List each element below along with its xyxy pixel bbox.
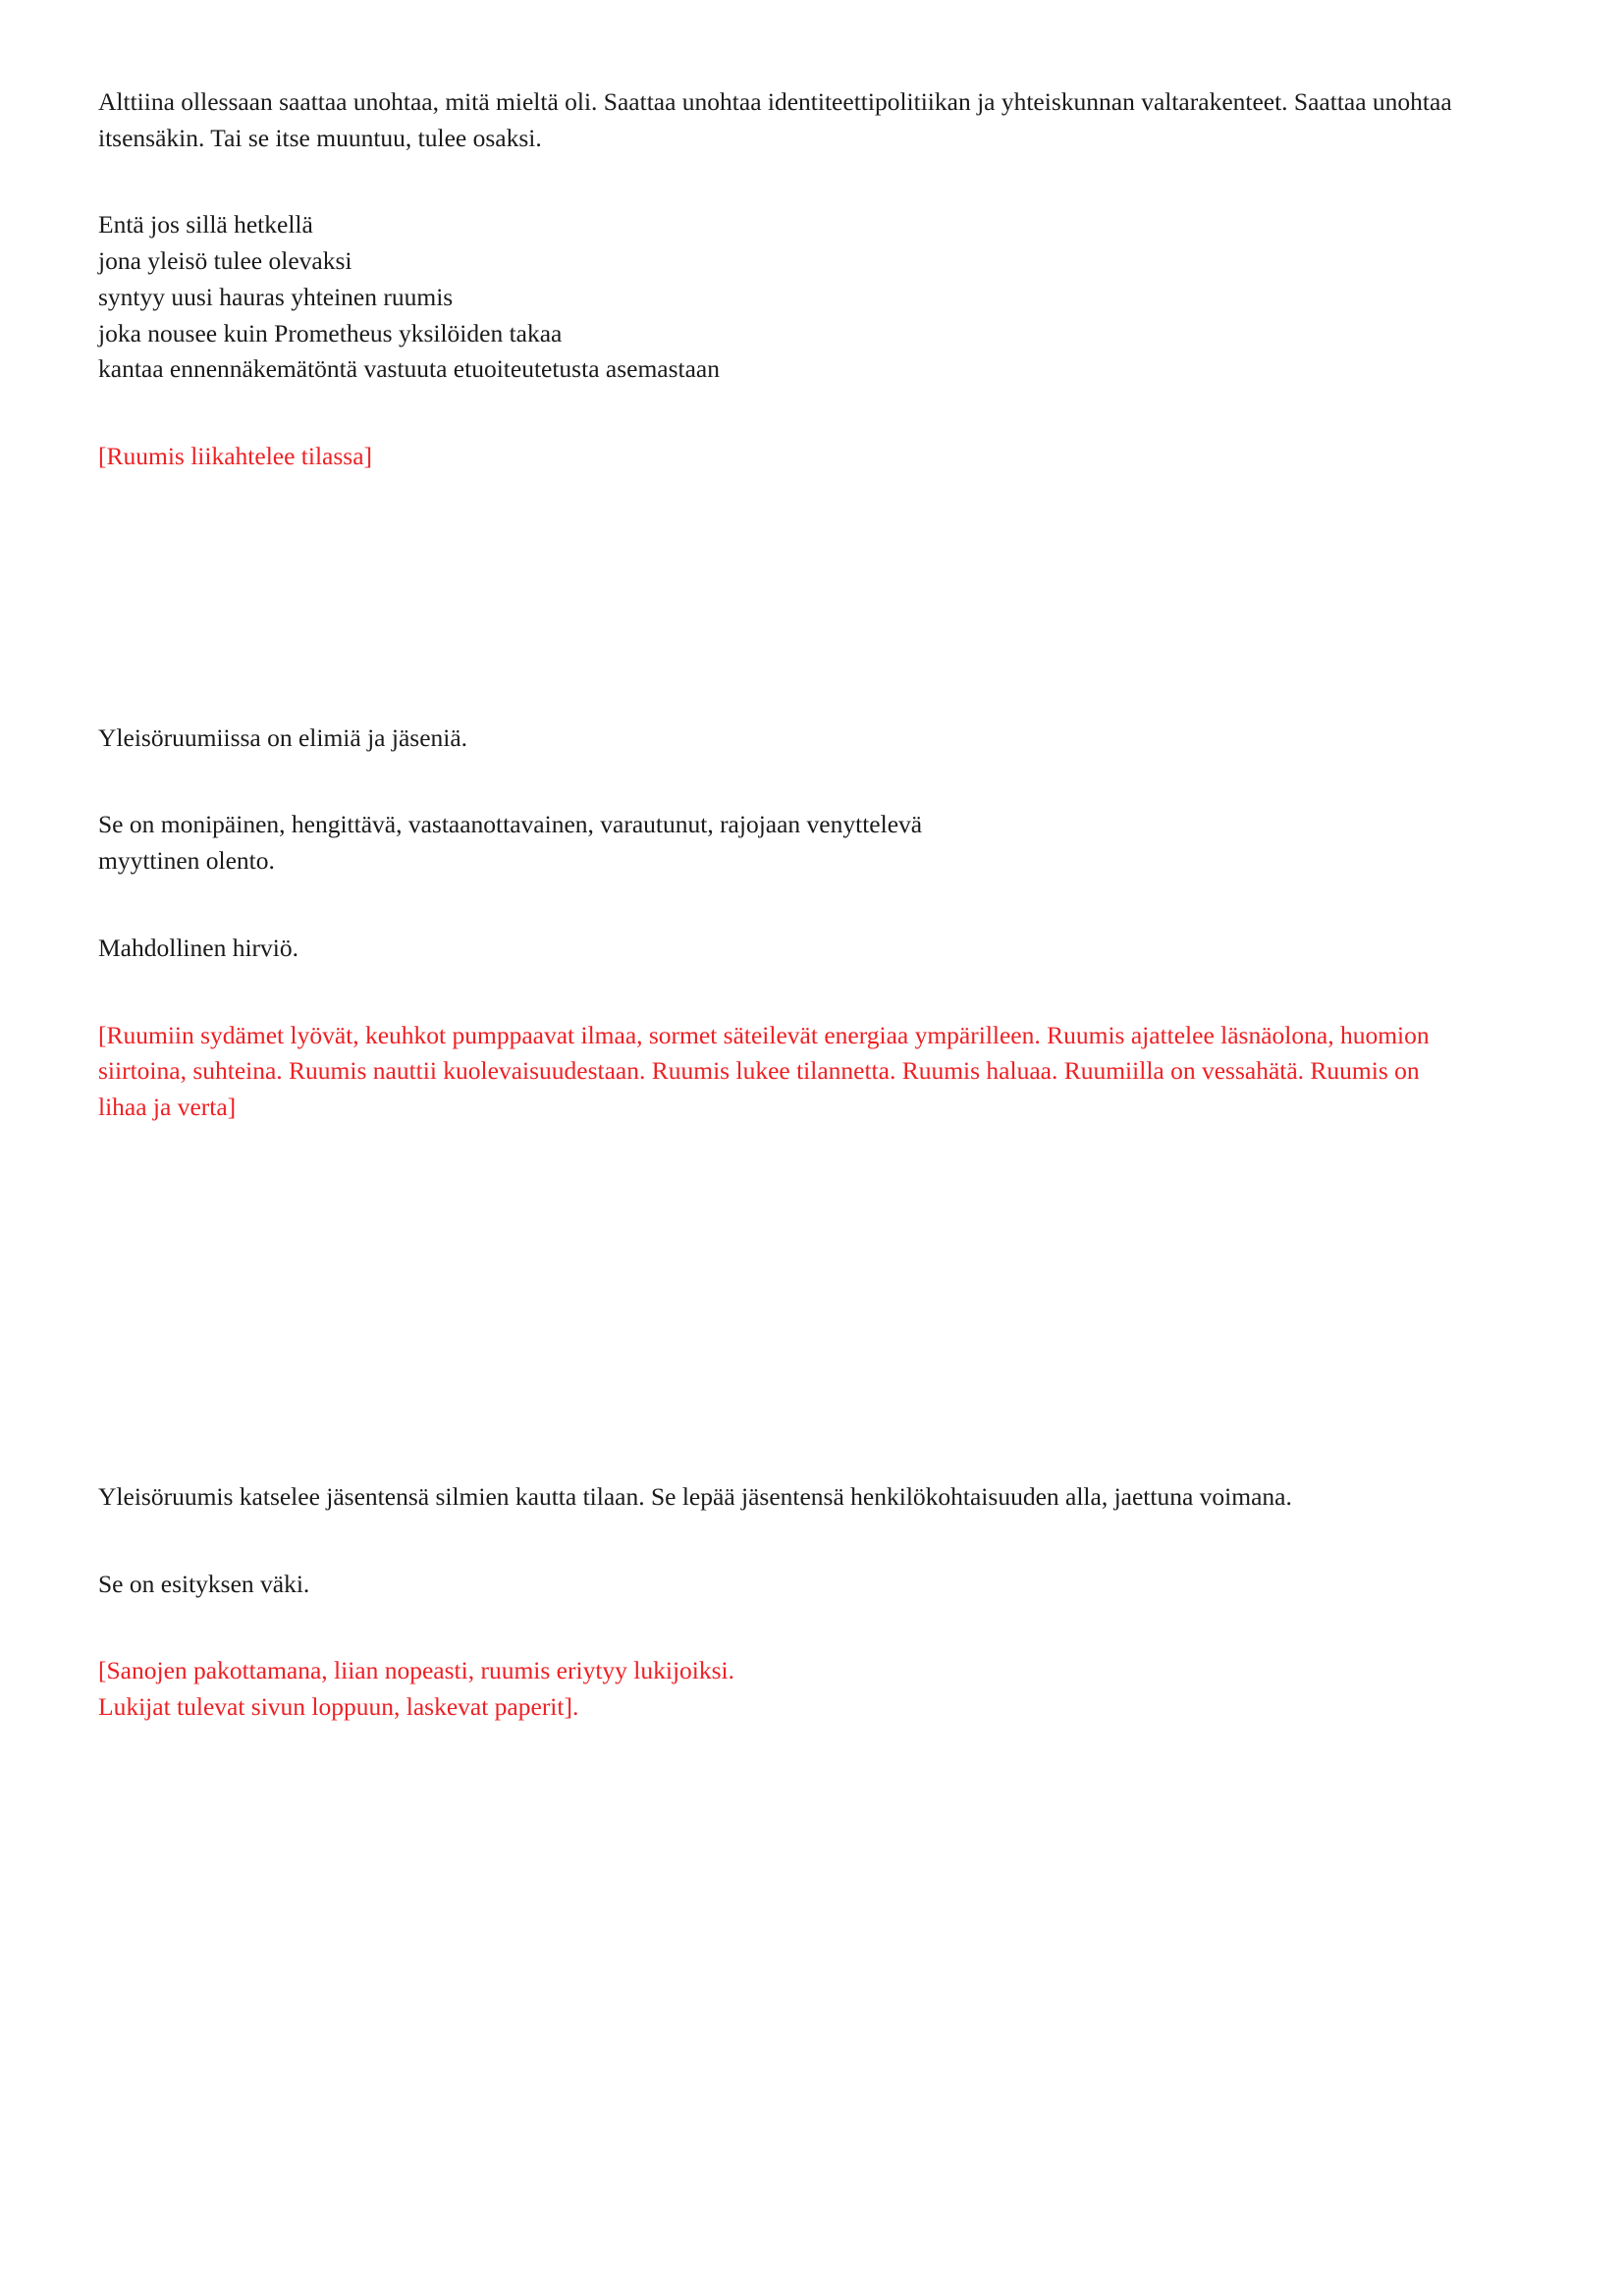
spacer — [98, 475, 1463, 721]
spacer — [98, 156, 1463, 207]
spacer — [98, 967, 1463, 1018]
stanza-line-1: Entä jos sillä hetkellä — [98, 210, 313, 240]
spacer — [98, 880, 1463, 931]
paragraph-organs — [98, 721, 1463, 757]
stage-direction-body-moves-line-1: [Ruumis liikahtelee tilassa] — [98, 442, 373, 471]
paragraph-performance-crowd-line-1: Se on esityksen väki. — [98, 1569, 310, 1598]
stage-direction-readers-line-2: Lukijat tulevat sivun loppuun, laskevat paperit]. — [98, 1691, 579, 1721]
spacer — [98, 1126, 1463, 1371]
stanza-line-2: jona yleisö tulee olevaksi — [98, 246, 352, 276]
stage-direction-hearts-beat — [98, 1018, 1463, 1126]
stage-direction-readers — [98, 1653, 1463, 1725]
stanza-ehka-jos — [98, 207, 1463, 388]
stage-direction-body-moves — [98, 439, 1463, 475]
stanza-line-5: kantaa ennennäkemätöntä vastuuta etuoiteutetusta asemastaan — [98, 354, 720, 384]
stanza-line-3: syntyy uusi hauras yhteinen ruumis — [98, 282, 454, 311]
paragraph-audience-body-watches — [98, 1479, 1463, 1516]
paragraph-possible-monster-line-1: Mahdollinen hirviö. — [98, 933, 298, 962]
paragraph-intro — [98, 84, 1463, 156]
spacer — [98, 1516, 1463, 1567]
paragraph-performance-crowd — [98, 1567, 1463, 1603]
stage-direction-readers-line-1: [Sanojen pakottamana, liian nopeasti, ruumis eriytyy lukijoiksi. — [98, 1656, 735, 1685]
spacer — [98, 756, 1463, 807]
paragraph-mythic-creature-line-1: Se on monipäinen, hengittävä, vastaanottavainen, varautunut, rajojaan venyttelevä — [98, 810, 923, 839]
stage-direction-hearts-beat-line-1: [Ruumiin sydämet lyövät, keuhkot pumppaavat ilmaa, sormet säteilevät energiaa ympärilleen. Ruumis ajattelee läsnäolona, huomion siirtoina, suhteina. Ruumis nauttii kuolevaisuudestaan. Ruumis lukee tilannetta. Ruumis haluaa. Ruumiilla on vessahätä. Ruumis on lihaa ja verta] — [98, 1020, 1430, 1122]
document-body — [98, 84, 1463, 1726]
stanza-line-4: joka nousee kuin Prometheus yksilöiden takaa — [98, 318, 563, 347]
paragraph-mythic-creature — [98, 807, 1463, 879]
spacer — [98, 388, 1463, 439]
paragraph-organs-line-1: Yleisöruumiissa on elimiä ja jäseniä. — [98, 722, 468, 752]
paragraph-intro-line-1: Alttiina ollessaan saattaa unohtaa, mitä mieltä oli. Saattaa unohtaa identiteettipolitiikan ja yhteiskunnan valtarakenteet. Saattaa unohtaa itsensäkin. Tai se itse muuntuu, tulee osaksi. — [98, 87, 1452, 152]
spacer — [98, 1602, 1463, 1653]
paragraph-possible-monster — [98, 931, 1463, 967]
spacer — [98, 1371, 1463, 1479]
paragraph-mythic-creature-line-2: myyttinen olento. — [98, 846, 275, 876]
paragraph-audience-body-watches-line-1: Yleisöruumis katselee jäsentensä silmien kautta tilaan. Se lepää jäsentensä henkilökohtaisuuden alla, jaettuna voimana. — [98, 1481, 1292, 1511]
